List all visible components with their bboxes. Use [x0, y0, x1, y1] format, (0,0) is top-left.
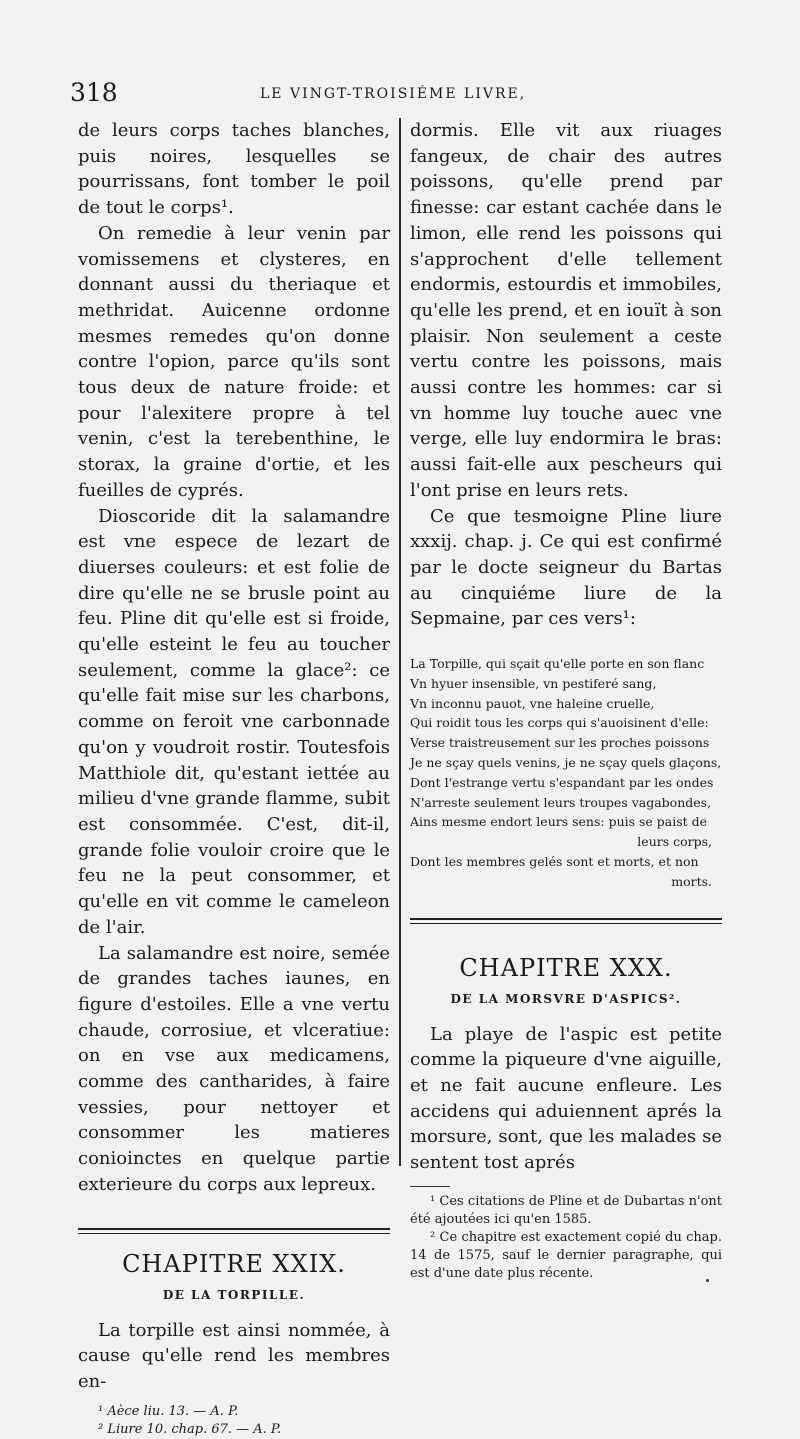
poem-line: La Torpille, qui sçait qu'elle porte en son flanc: [410, 656, 705, 672]
poem-line: Dont les membres gelés sont et morts, et non: [410, 854, 699, 870]
poem-block: [410, 654, 722, 892]
chapter-subtitle-aspics: DE LA MORSVRE D'ASPICS².: [450, 991, 682, 1006]
left-paragraph-3: Dioscoride dit la salamandre est vne espece de lezart de diuerses couleurs: et est folie de dire qu'elle ne se brusle point au feu. Pline dit qu'elle est si froide, qu'elle esteint le feu au toucher seulement, comme la glace²: ce qu'elle fait mise sur les charbons, comme on feroit vne carbonnade qu'on y voudroit rostir. Toutesfois Matthiole dit, qu'estant iettée au milieu d'vne grande flamme, subit est consommée. C'est, dit-il, grande folie vouloir croire que le feu ne la peut consommer, et qu'elle en vit comme le cameleon de l'air.: [78, 505, 390, 938]
right-footnote-2: ² Ce chapitre est exactement copié du chap. 14 de 1575, sauf le dernier paragraphe, qui est d'une date plus récente.: [410, 1229, 722, 1281]
right-footnote-1: ¹ Ces citations de Pline et de Dubartas n'ont été ajoutées ici qu'en 1585.: [410, 1193, 722, 1227]
poem-line: Je ne sçay quels venins, je ne sçay quels glaçons,: [410, 755, 722, 771]
poem-line-continuation: morts.: [671, 873, 712, 889]
left-paragraph-1: de leurs corps taches blanches, puis noires, lesquelles se pourrissans, font tomber le poil de tout le corps¹.: [78, 120, 390, 219]
poem-line: Ains mesme endort leurs sens: puis se paist de: [410, 814, 708, 830]
left-paragraph-4: La salamandre est noire, semée de grandes taches iaunes, en figure d'estoiles. Elle a vne vertu chaude, corrosiue, et vlceratiue: on en vse aux medicamens, comme des cantharides, à faire vessies, pour nettoyer et consommer les matieres conioinctes en quelque partie exterieure du corps aux lepreux.: [78, 942, 390, 1195]
ink-speck: [706, 1279, 709, 1282]
right-paragraph-1: dormis. Elle vit aux riuages fangeux, de chair des autres poissons, qu'elle prend par finesse: car estant cachée dans le limon, elle rend les poissons qui s'approchent d'elle tellement endormis, estourdis et immobiles, qu'elle les prend, et en iouït à son plaisir. Non seulement a ceste vertu contre les poissons, mais aussi contre les hommes: car si vn homme luy touche auec vne verge, elle luy endormira le bras: aussi fait-elle aux pescheurs qui l'ont prise en leurs rets.: [410, 120, 722, 501]
poem-line: Qui roidit tous les corps qui s'auoisinent d'elle:: [410, 715, 709, 731]
poem-line: Dont l'estrange vertu s'espandant par les ondes: [410, 774, 714, 790]
right-paragraph-2: Ce que tesmoigne Pline liure xxxij. chap. j. Ce qui est confirmé par le docte seigneur du Bartas au cinquiéme liure de la Sepmaine, par ces vers¹:: [410, 505, 722, 630]
left-footnote-2: ² Liure 10. chap. 67. — A. P.: [98, 1421, 282, 1437]
column-divider: [399, 118, 401, 1166]
left-paragraph-5: La torpille est ainsi nommée, à cause qu'elle rend les membres en-: [78, 1319, 390, 1392]
chapter-title-xxix: CHAPITRE XXIX.: [122, 1249, 346, 1278]
page-number: 318: [70, 78, 118, 107]
page-header: [70, 78, 730, 108]
chapter-title-xxx: CHAPITRE XXX.: [459, 953, 673, 982]
poem-line: Verse traistreusement sur les proches poissons: [410, 735, 710, 751]
running-title: LE VINGT-TROISIÉME LIVRE,: [260, 86, 527, 102]
left-paragraph-2: On remedie à leur venin par vomissemens et clysteres, en donnant aussi du theriaque et methridat. Auicenne ordonne mesmes remedes qu'on donne contre l'opion, parce qu'ils sont tous deux de nature froide: et pour l'alexitere propre à tel venin, c'est la terebenthine, le storax, la graine d'ortie, et les fueilles de cyprés.: [78, 222, 390, 501]
poem-line-continuation: leurs corps,: [637, 834, 712, 850]
poem-line: Vn hyuer insensible, vn pestiferé sang,: [410, 675, 657, 691]
left-footnote-1: ¹ Aèce liu. 13. — A. P.: [98, 1403, 239, 1419]
right-paragraph-3: La playe de l'aspic est petite comme la piqueure d'vne aiguille, et ne fait aucune enfleure. Les accidens qui aduiennent aprés la morsure, sont, que les malades se sentent tost aprés: [410, 1023, 722, 1174]
left-column: [78, 118, 390, 1439]
right-column: [410, 118, 722, 1283]
poem-line: N'arreste seulement leurs troupes vagabondes,: [410, 794, 712, 810]
poem-line: Vn inconnu pauot, vne haleine cruelle,: [410, 695, 655, 711]
chapter-subtitle-torpille: DE LA TORPILLE.: [162, 1287, 306, 1302]
